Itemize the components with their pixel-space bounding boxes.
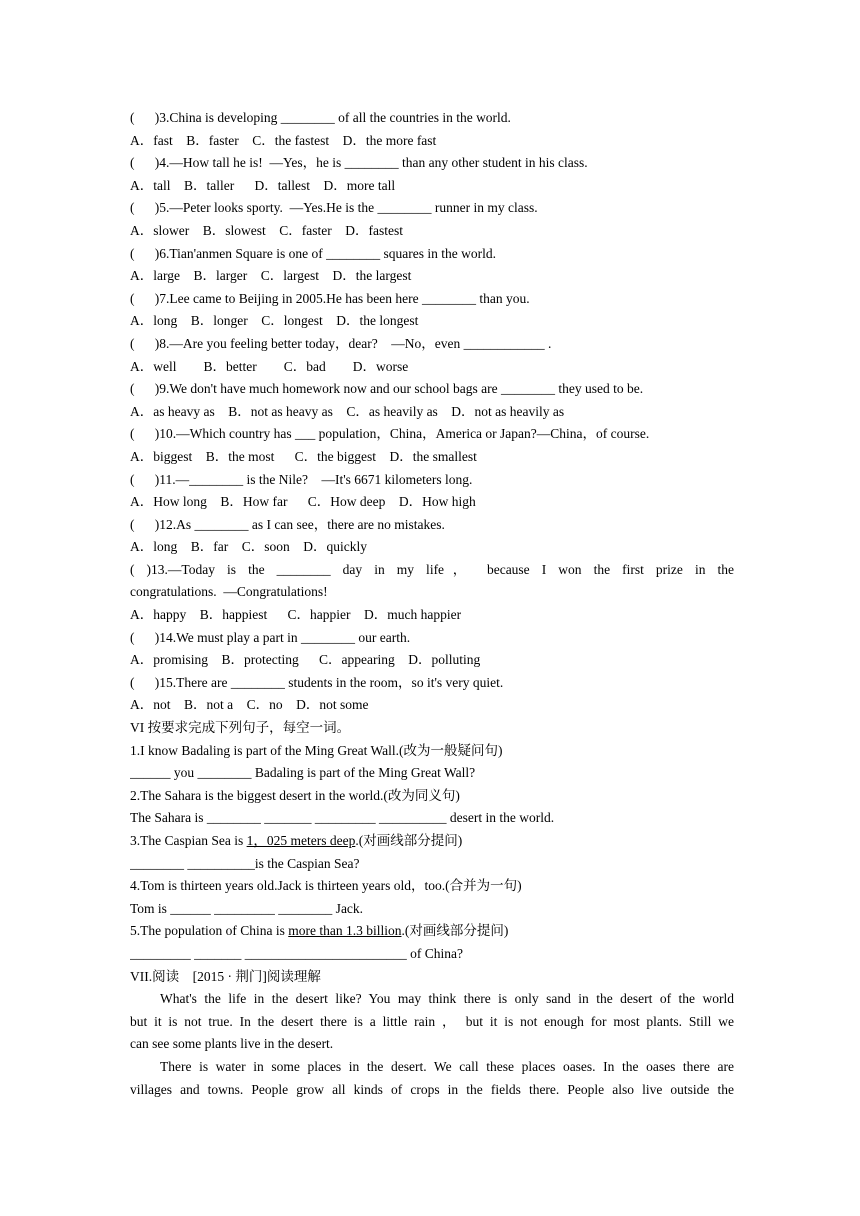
sentence-1-prompt: 1.I know Badaling is part of the Ming Great Wall.(改为一般疑问句) — [130, 742, 503, 758]
worksheet-page — [130, 107, 734, 1101]
question-13-stem-line-1: ( )13.—Today is the ________ day in my life， because I won the first prize in the — [130, 561, 734, 577]
question-11-options: A．How long B．How far C．How deep D．How high — [130, 494, 476, 510]
question-12-stem: ( )12.As ________ as I can see，there are no mistakes. — [130, 516, 445, 532]
sentence-3-prompt-end: .(对画线部分提问) — [355, 833, 463, 848]
question-9-options: A．as heavy as B．not as heavy as C．as heavily as D．not as heavily as — [130, 403, 565, 419]
passage-paragraph-1-line-1: What's the life in the desert like? You may think there is only sand in the desert of the world — [160, 991, 734, 1007]
passage-paragraph-1-line-3: can see some plants live in the desert. — [130, 1036, 334, 1052]
question-3-stem: ( )3.China is developing ________ of all the countries in the world. — [130, 110, 511, 125]
passage-paragraph-2-line-1: There is water in some places in the desert. We call these places oases. In the oases there are — [160, 1058, 734, 1074]
section-6-heading: VI 按要求完成下列句子，每空一词。 — [130, 720, 351, 736]
question-8-stem: ( )8.—Are you feeling better today，dear? —No，even ____________ . — [130, 335, 552, 351]
sentence-5-prompt — [130, 920, 734, 943]
question-4-stem: ( )4.—How tall he is! —Yes，he is ________ than any other student in his class. — [130, 155, 588, 171]
question-8-options: A．well B．better C．bad D．worse — [130, 358, 409, 374]
question-10-stem: ( )10.—Which country has ___ population，China，America or Japan?—China，of course. — [130, 426, 650, 442]
question-13-stem-line-2: congratulations. —Congratulations! — [130, 584, 328, 600]
sentence-4-prompt: 4.Tom is thirteen years old.Jack is thirteen years old，too.(合并为一句) — [130, 878, 522, 894]
question-14-stem: ( )14.We must play a part in ________ our earth. — [130, 629, 411, 645]
question-15-options: A．not B．not a C．no D．not some — [130, 697, 369, 713]
passage-paragraph-2-line-2: villages and towns. People grow all kinds of crops in the fields there. People also live outside the — [130, 1081, 734, 1097]
sentence-5-prompt-start: 5.The population of China is — [130, 923, 289, 939]
sentence-5-prompt-end: .(对画线部分提问) — [401, 923, 509, 939]
question-6-stem: ( )6.Tian'anmen Square is one of ________ squares in the world. — [130, 245, 497, 261]
sentence-4-answer-line: Tom is ______ _________ ________ Jack. — [130, 900, 364, 916]
sentence-1-answer-line: ______ you ________ Badaling is part of the Ming Great Wall? — [130, 765, 476, 781]
sentence-3-underlined-part: 1，025 meters deep — [246, 833, 356, 848]
sentence-2-prompt: 2.The Sahara is the biggest desert in the world.(改为同义句) — [130, 787, 460, 803]
question-3-options: A．fast B．faster C．the fastest D．the more fast — [130, 132, 437, 148]
sentence-3-answer-line: ________ __________is the Caspian Sea? — [130, 855, 360, 871]
question-7-options: A．long B．longer C．longest D．the longest — [130, 313, 419, 329]
question-10-options: A．biggest B．the most C．the biggest D．the smallest — [130, 448, 477, 464]
question-5-options: A．slower B．slowest C．faster D．fastest — [130, 222, 403, 238]
sentence-5-answer-line: _________ _______ ________________________ of China? — [130, 945, 463, 961]
question-5-stem: ( )5.—Peter looks sporty. —Yes.He is the ________ runner in my class. — [130, 200, 538, 216]
sentence-2-answer-line: The Sahara is ________ _______ _________ __________ desert in the world. — [130, 810, 555, 826]
question-4-options: A．tall B．taller D．tallest D．more tall — [130, 177, 396, 193]
sentence-5-underlined-part: more than 1.3 billion — [288, 923, 402, 939]
sentence-3-prompt — [130, 830, 734, 853]
question-11-stem: ( )11.—________ is the Nile? —It's 6671 kilometers long. — [130, 471, 473, 487]
question-12-options: A．long B．far C．soon D．quickly — [130, 539, 367, 555]
question-14-options: A．promising B．protecting C．appearing D．polluting — [130, 652, 481, 668]
question-6-options: A．large B．larger C．largest D．the largest — [130, 268, 412, 284]
section-7-heading: VII.阅读 [2015 · 荆门]阅读理解 — [130, 968, 321, 984]
question-15-stem: ( )15.There are ________ students in the room，so it's very quiet. — [130, 674, 504, 690]
question-9-stem: ( )9.We don't have much homework now and our school bags are ________ they used to be. — [130, 381, 644, 397]
question-13-options: A．happy B．happiest C．happier D．much happier — [130, 607, 462, 623]
sentence-3-prompt-start: 3.The Caspian Sea is — [130, 833, 247, 848]
passage-paragraph-1-line-2: but it is not true. In the desert there is a little rain ， but it is not enough for most plants. Still we — [130, 1013, 734, 1029]
question-7-stem: ( )7.Lee came to Beijing in 2005.He has been here ________ than you. — [130, 290, 530, 306]
